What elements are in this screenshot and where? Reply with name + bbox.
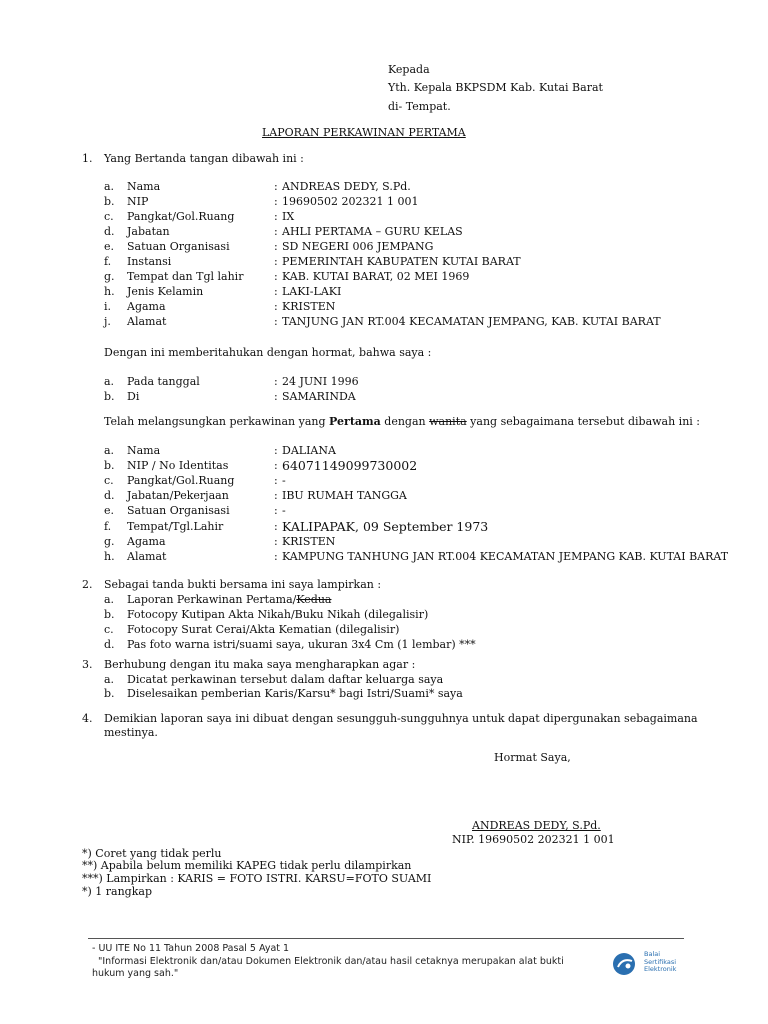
closing-text: Hormat Saya, xyxy=(494,751,571,764)
section-4-number: 4. xyxy=(82,712,93,725)
notice-text: Dengan ini memberitahukan dengan hormat, bahwa saya : xyxy=(104,346,432,359)
address-recipient: Yth. Kepala BKPSDM Kab. Kutai Barat xyxy=(388,81,603,94)
pertama-word: Pertama xyxy=(329,415,381,428)
signatory-name: ANDREAS DEDY, S.Pd. xyxy=(472,819,601,832)
note: *) Coret yang tidak perlu xyxy=(82,847,222,860)
note: **) Apabila belum memiliki KAPEG tidak perlu dilampirkan xyxy=(82,859,412,872)
document-page: Kepada Yth. Kepala BKPSDM Kab. Kutai Barat di- Tempat. LAPORAN PERKAWINAN PERTAMA 1. Yang Bertanda tangan dibawah ini : a. Nama : ANDREAS DEDY, S.Pd. b. NIP : 19690502 202321 1 001 c. Pangkat/Gol.Ruang : IX d. Jabatan : AHLI PERTAMA – GURU KELAS e. Satuan Organisasi : SD NEGERI 006 JEMPANG f. Instansi : PEMERINTAH KABUPATEN KUTAI BARAT g. Tempat dan Tgl lahir : KAB. KUTAI BARAT, 02 MEI 1969 h. Jenis Kelamin : LAKI-LAKI i. Agama : KRISTEN j. Alamat : TANJUNG JAN RT.004 KECAMATAN JEMPANG, KAB. KUTAI BARAT Dengan ini memberitahukan dengan hormat, bahwa saya : a. Pada tanggal : 24 JUNI 1996 b. Di : SAMARINDA Telah melangsungkan perkawinan yang Pertama dengan wanita yang sebagaimana tersebut dibawah ini : a. Nama : DALIANA b. NIP / No Identitas : 64071149099730002 c. Pangkat/Gol.Ruang : - d. Jabatan/Pekerjaan : IBU RUMAH TANGGA e. Satuan Organisasi : - f. Tempat/Tgl.Lahir : KALIPAPAK, 09 September 1973 g. Agama : KRISTEN h. Alamat : KAMPUNG TANHUNG JAN RT.004 KECAMATAN JEMPANG KAB. KUTAI BARAT 2. Sebagai tanda bukti bersama ini saya lampirkan : a. Laporan Perkawinan Pertama/Kedua b. Fotocopy Kutipan Akta Nikah/Buku Nikah (dilegalisir) c. Fotocopy Surat Cerai/Akta Kematian (dilegalisir) d. Pas foto warna istri/suami saya, ukuran 3x4 Cm (1 lembar) *** 3. Berhubung dengan itu maka saya mengharapkan agar : a. Dicatat perkawinan tersebut dalam daftar keluarga saya b. Diselesaikan pemberian Karis/Karsu* bagi Istri/Suami* saya 4. Demikian laporan saya ini dibuat dengan sesungguh-sungguhnya untuk dapat dipergunakan sebagaimana mestinya. Hormat Saya, ANDREAS DEDY, S.Pd. NIP. 19690502 202321 1 001 *) Coret yang tidak perlu **) Apabila belum memiliki KAPEG tidak perlu dilampirkan ***) Lampirkan : KARIS = FOTO ISTRI. KARSU=FOTO SUAMI *) 1 rangkap - UU ITE No 11 Tahun 2008 Pasal 5 Ayat 1 "Informasi Elektronik dan/atau Dokumen Elektronik dan/atau hasil cetaknya merupakan alat bukti hukum yang sah." Balai Sertifikasi Elektronik xyxy=(82,63,729,979)
footer-law-ref: - UU ITE No 11 Tahun 2008 Pasal 5 Ayat 1 xyxy=(92,943,290,954)
signatory-nip: NIP. 19690502 202321 1 001 xyxy=(452,833,615,846)
section-4-line2: mestinya. xyxy=(104,726,158,739)
footer-quote-line1: "Informasi Elektronik dan/atau Dokumen Elektronik dan/atau hasil cetaknya merupakan alat bukti xyxy=(98,956,564,967)
footer-quote-line2: hukum yang sah." xyxy=(92,968,179,979)
section-2-number: 2. xyxy=(82,578,93,591)
address-place: di- Tempat. xyxy=(388,100,451,113)
bsre-logo-text: Balai Sertifikasi Elektronik xyxy=(644,950,677,973)
section-1-number: 1. xyxy=(82,152,93,165)
section-3-number: 3. xyxy=(82,658,93,671)
note: ***) Lampirkan : KARIS = FOTO ISTRI. KARSU=FOTO SUAMI xyxy=(82,872,432,885)
section-1-intro: Yang Bertanda tangan dibawah ini : xyxy=(104,152,304,165)
note: *) 1 rangkap xyxy=(82,885,152,898)
bsre-logo xyxy=(612,950,692,980)
address-kepada: Kepada xyxy=(388,63,430,76)
document-title: LAPORAN PERKAWINAN PERTAMA xyxy=(262,126,466,139)
section-3-intro: Berhubung dengan itu maka saya mengharapkan agar : xyxy=(104,658,416,671)
marriage-statement: Telah melangsungkan perkawinan yang Pertama dengan wanita yang sebagaimana tersebut dibawah ini : xyxy=(104,415,701,428)
bsre-emblem-icon xyxy=(612,950,640,978)
wanita-struck: wanita xyxy=(429,415,467,428)
footer-divider xyxy=(88,938,684,939)
section-4-line1: Demikian laporan saya ini dibuat dengan sesungguh-sungguhnya untuk dapat dipergunakan sebagaimana xyxy=(104,712,698,725)
section-2-intro: Sebagai tanda bukti bersama ini saya lampirkan : xyxy=(104,578,382,591)
